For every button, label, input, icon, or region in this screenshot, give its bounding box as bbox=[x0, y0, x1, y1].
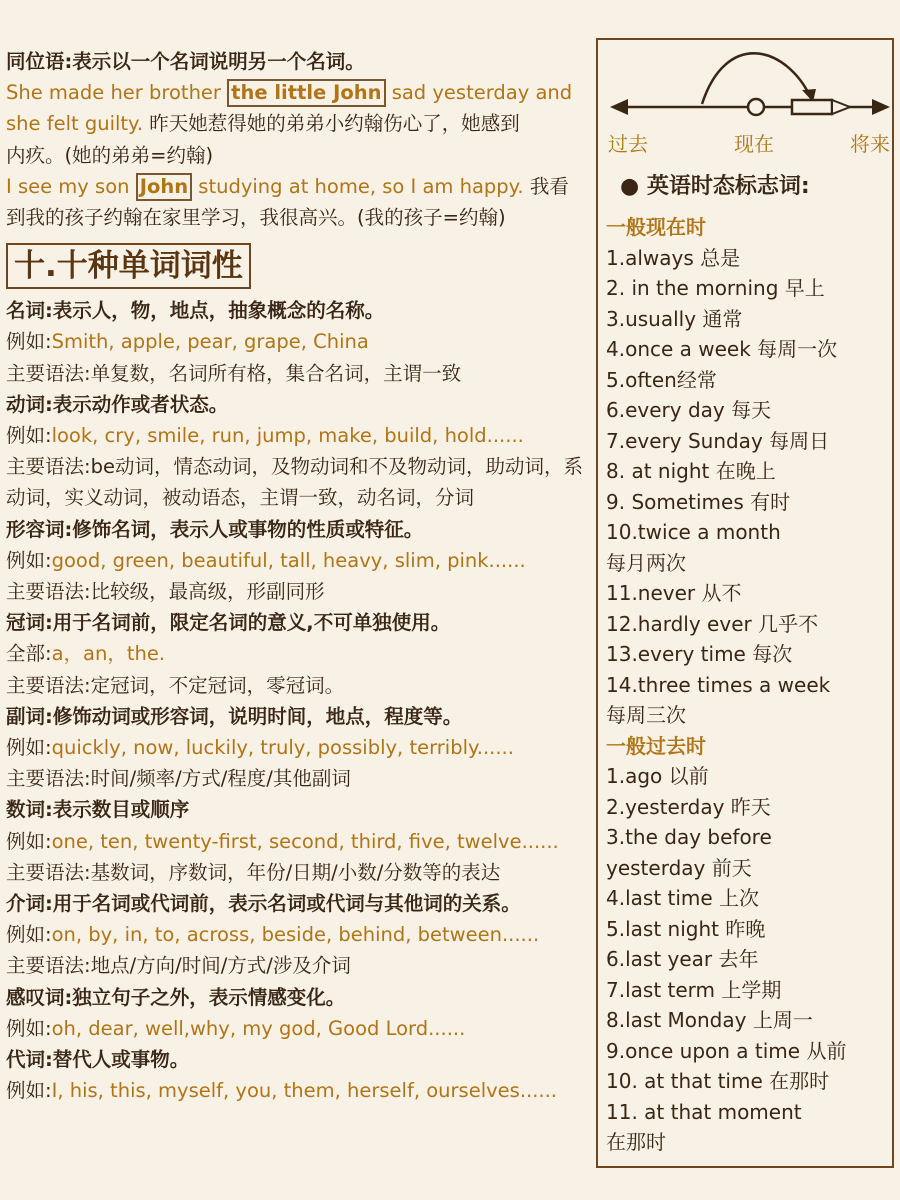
appositive-example-2-zh: 到我的孩子约翰在家里学习，我很高兴。(我的孩子=约翰) bbox=[6, 206, 506, 230]
noun-grammar: 主要语法:单复数，名词所有格，集合名词，主谓一致 bbox=[6, 361, 462, 385]
adverb-grammar: 主要语法:时间/频率/方式/程度/其他副词 bbox=[6, 767, 351, 791]
verb-example: 例如:look, cry, smile, run, jump, make, build, hold...... bbox=[6, 424, 524, 448]
adjective-grammar: 主要语法:比较级，最高级，形副同形 bbox=[6, 580, 325, 604]
timeline-diagram bbox=[606, 40, 892, 170]
past-tense-list bbox=[606, 761, 892, 1158]
interjection-definition: 感叹词:独立句子之外，表示情感变化。 bbox=[6, 985, 346, 1009]
list-item: 8. at night 在晚上 bbox=[606, 459, 776, 483]
timeline-now-label: 现在 bbox=[734, 132, 774, 156]
list-item: yesterday 前天 bbox=[606, 855, 752, 880]
list-item: 10.twice a month bbox=[606, 520, 781, 544]
list-item: 7.every Sunday 每周日 bbox=[606, 428, 830, 453]
noun-definition: 名词:表示人，物，地点，抽象概念的名称。 bbox=[6, 299, 385, 323]
list-item: 2. in the morning 早上 bbox=[606, 276, 825, 300]
list-item: 9. Sometimes 有时 bbox=[606, 489, 791, 514]
preposition-example: 例如:on, by, in, to, across, beside, behind, between...... bbox=[6, 923, 540, 947]
preposition-grammar: 主要语法:地点/方向/时间/方式/涉及介词 bbox=[6, 954, 351, 978]
list-item: 每月两次 bbox=[606, 550, 686, 575]
verb-definition: 动词:表示动作或者状态。 bbox=[6, 392, 229, 416]
panel-heading: ● 英语时态标志词: bbox=[620, 174, 810, 199]
preposition-definition: 介词:用于名词或代词前，表示名词或代词与其他词的关系。 bbox=[6, 892, 521, 916]
noun-example: 例如:Smith, apple, pear, grape, China bbox=[6, 330, 369, 354]
grammar-notes bbox=[6, 46, 584, 1107]
appositive-example-1-zh: 内疚。(她的弟弟=约翰) bbox=[6, 143, 214, 167]
interjection-example: 例如:oh, dear, well,why, my god, Good Lord...... bbox=[6, 1016, 466, 1040]
appositive-example-1-cont: she felt guilty. 昨天她惹得她的弟弟小约翰伤心了，她感到 bbox=[6, 112, 520, 136]
section-title: 十.十种单词词性 bbox=[6, 243, 251, 289]
list-item: 13.every time 每次 bbox=[606, 642, 793, 666]
appositive-title: 同位语:表示以一个名词说明另一个名词。 bbox=[6, 50, 365, 73]
timeline-arrow-icon bbox=[606, 40, 894, 130]
highlight-box: John bbox=[136, 173, 192, 201]
adjective-definition: 形容词:修饰名词，表示人或事物的性质或特征。 bbox=[6, 517, 424, 541]
list-item: 3.the day before bbox=[606, 825, 772, 849]
list-item: 11. at that moment bbox=[606, 1099, 802, 1124]
list-item: 4.once a week 每周一次 bbox=[606, 337, 838, 361]
list-item: 6.last year 去年 bbox=[606, 947, 759, 971]
pronoun-definition: 代词:替代人或事物。 bbox=[6, 1048, 190, 1072]
list-item: 3.usually 通常 bbox=[606, 306, 743, 331]
article-grammar: 主要语法:定冠词，不定冠词，零冠词。 bbox=[6, 673, 345, 697]
list-item: 8.last Monday 上周一 bbox=[606, 1008, 813, 1032]
list-item: 4.last time 上次 bbox=[606, 886, 760, 910]
appositive-example-1: She made her brother the little John sad yesterday and bbox=[6, 77, 584, 108]
bullet-icon: ● bbox=[620, 174, 640, 199]
pronoun-example: 例如:I, his, this, myself, you, them, herself, ourselves...... bbox=[6, 1079, 558, 1103]
adverb-definition: 副词:修饰动词或形容词，说明时间，地点，程度等。 bbox=[6, 704, 463, 728]
adjective-example: 例如:good, green, beautiful, tall, heavy, slim, pink...... bbox=[6, 548, 526, 572]
list-item: 12.hardly ever 几乎不 bbox=[606, 611, 819, 636]
timeline-past-label: 过去 bbox=[608, 132, 648, 156]
list-item: 1.ago 以前 bbox=[606, 764, 709, 788]
list-item: 每周三次 bbox=[606, 703, 686, 727]
list-item: 10. at that time 在那时 bbox=[606, 1069, 830, 1093]
list-item: 1.always 总是 bbox=[606, 245, 741, 270]
adverb-example: 例如:quickly, now, luckily, truly, possibly, terribly...... bbox=[6, 736, 514, 760]
numeral-example: 例如:one, ten, twenty-first, second, third, five, twelve...... bbox=[6, 829, 559, 853]
verb-grammar: 主要语法:be动词，情态动词，及物动词和不及物动词，助动词，系动词，实义动词，被动语态，主谓一致，动名词，分词 bbox=[6, 455, 583, 510]
list-item: 5.often经常 bbox=[606, 367, 717, 392]
timeline-future-label: 将来 bbox=[850, 132, 890, 156]
list-item: 9.once upon a time 从前 bbox=[606, 1038, 847, 1063]
numeral-definition: 数词:表示数目或顺序 bbox=[6, 798, 190, 822]
past-tense-title: 一般过去时 bbox=[606, 733, 706, 758]
present-tense-title: 一般现在时 bbox=[606, 215, 706, 239]
numeral-grammar: 主要语法:基数词，序数词，年份/日期/小数/分数等的表达 bbox=[6, 860, 501, 884]
tense-markers-panel bbox=[596, 38, 894, 1168]
article-example: 全部:a，an，the. bbox=[6, 642, 166, 666]
list-item: 6.every day 每天 bbox=[606, 398, 772, 422]
list-item: 11.never 从不 bbox=[606, 581, 742, 605]
list-item: 在那时 bbox=[606, 1130, 666, 1154]
appositive-example-2: I see my son John studying at home, so I am happy. 我看 bbox=[6, 171, 584, 202]
list-item: 7.last term 上学期 bbox=[606, 977, 782, 1002]
list-item: 2.yesterday 昨天 bbox=[606, 794, 771, 819]
list-item: 5.last night 昨晚 bbox=[606, 916, 766, 941]
list-item: 14.three times a week bbox=[606, 672, 831, 697]
highlight-box: the little John bbox=[227, 79, 385, 107]
article-definition: 冠词:用于名词前，限定名词的意义,不可单独使用。 bbox=[6, 611, 451, 635]
present-tense-list bbox=[606, 243, 892, 731]
